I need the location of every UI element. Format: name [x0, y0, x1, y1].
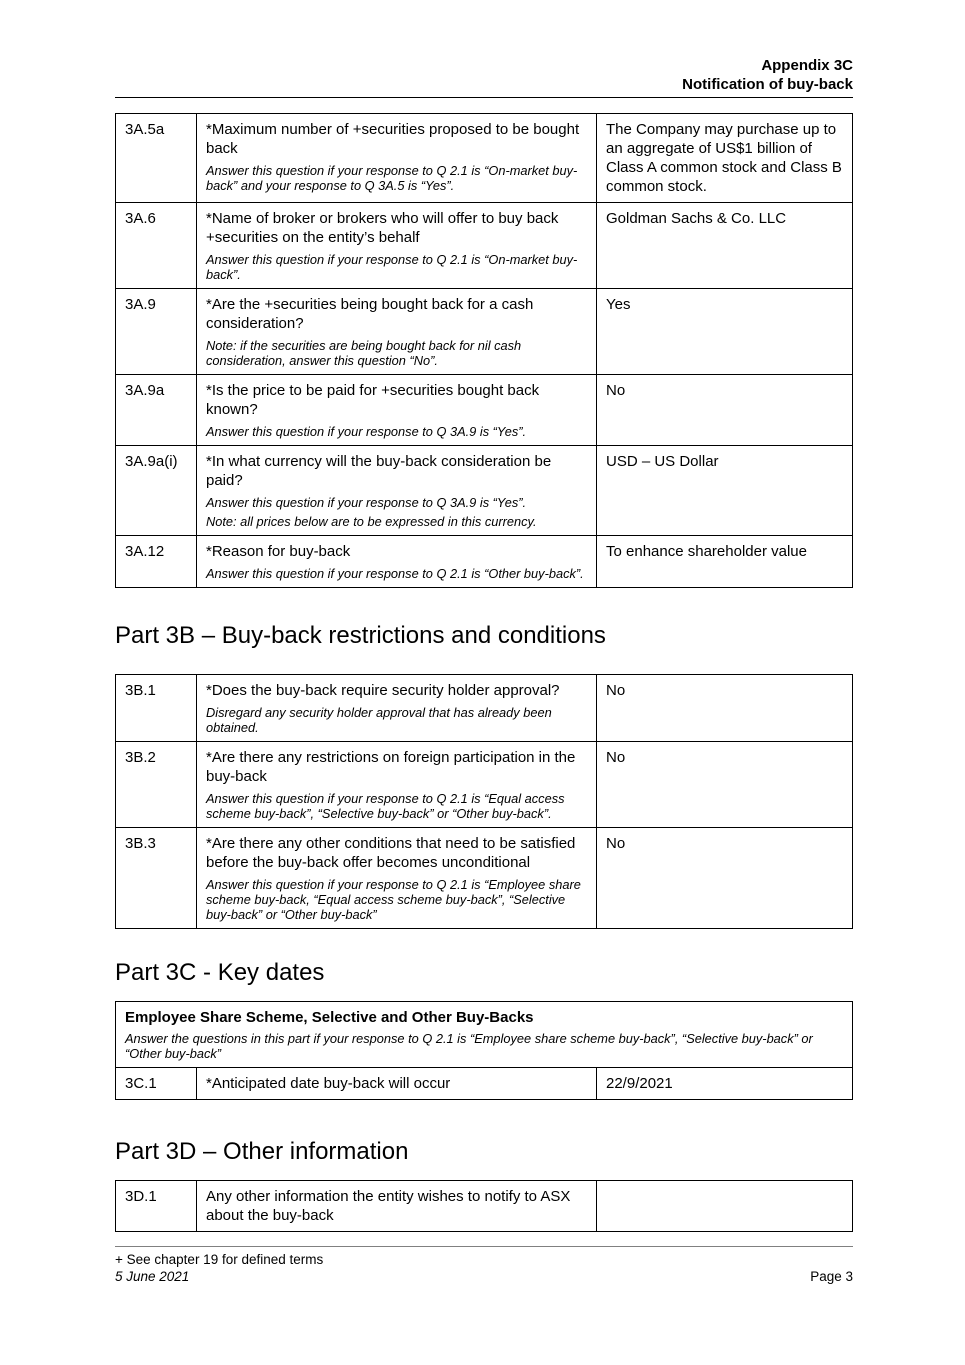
table-row — [116, 203, 853, 289]
question-cell — [197, 536, 597, 588]
answer-cell — [597, 1181, 853, 1232]
question-cell — [197, 446, 597, 536]
question-text: *Name of broker or brokers who will offer to buy back +securities on the entity’s behalf — [206, 210, 559, 246]
keydates-header-cell — [116, 1002, 853, 1068]
answer-cell: The Company may purchase up to an aggregate of US$1 billion of Class A common stock and Class B common stock. — [597, 114, 853, 203]
answer-cell: To enhance shareholder value — [597, 536, 853, 588]
part3b-table — [115, 674, 853, 929]
part3c-table — [115, 1001, 853, 1100]
table-row — [116, 446, 853, 536]
table-row — [116, 675, 853, 742]
table-row — [116, 375, 853, 446]
question-note: Answer this question if your response to Q 2.1 is “Equal access scheme buy-back”, “Selective buy-back” or “Other buy-back”. — [206, 791, 565, 821]
row-id-cell: 3B.2 — [116, 742, 197, 828]
table-row — [116, 742, 853, 828]
question-note: Answer this question if your response to Q 2.1 is “Employee share scheme buy-back, “Equal access scheme buy-back”, “Selective buy-back” or “Other buy-back” — [206, 877, 581, 922]
part3c-heading: Part 3C - Key dates — [115, 959, 325, 986]
keydates-note: Answer the questions in this part if your response to Q 2.1 is “Employee share scheme buy-back”, “Selective buy-back” or “Other buy-back” — [125, 1031, 813, 1061]
question-cell — [197, 1068, 597, 1100]
table-row — [116, 828, 853, 929]
table-row — [116, 289, 853, 375]
row-id-cell: 3C.1 — [116, 1068, 197, 1100]
header-title: Appendix 3C — [761, 57, 853, 74]
footer-page-number: Page 3 — [810, 1269, 853, 1284]
footer-line — [115, 1268, 853, 1285]
table-row — [116, 1068, 853, 1100]
question-note: Answer this question if your response to Q 3A.9 is “Yes”. — [206, 424, 527, 439]
question-cell — [197, 675, 597, 742]
document-footer — [115, 1246, 853, 1285]
question-note: Answer this question if your response to Q 2.1 is “On-market buy-back”. — [206, 252, 578, 282]
question-text: *Does the buy-back require security holder approval? — [206, 682, 560, 699]
row-id-cell: 3B.1 — [116, 675, 197, 742]
question-text: *Maximum number of +securities proposed to be bought back — [206, 121, 580, 157]
question-note: Disregard any security holder approval that has already been obtained. — [206, 705, 552, 735]
answer-cell: Goldman Sachs & Co. LLC — [597, 203, 853, 289]
answer-cell: USD – US Dollar — [597, 446, 853, 536]
part3d-table — [115, 1180, 853, 1232]
table-row — [116, 114, 853, 203]
header-rule — [115, 97, 853, 98]
answer-cell: No — [597, 375, 853, 446]
table-row — [116, 1181, 853, 1232]
question-text: *Are there any restrictions on foreign participation in the buy-back — [206, 749, 576, 785]
keydates-title: Employee Share Scheme, Selective and Other Buy-Backs — [125, 1009, 534, 1026]
row-id-cell: 3B.3 — [116, 828, 197, 929]
document-header — [115, 56, 853, 94]
row-id-cell: 3A.9a — [116, 375, 197, 446]
question-text: *Reason for buy-back — [206, 543, 351, 560]
question-text: *Is the price to be paid for +securities bought back known? — [206, 382, 540, 418]
row-id-cell: 3A.9a(i) — [116, 446, 197, 536]
footer-rule — [115, 1246, 853, 1247]
answer-cell: No — [597, 828, 853, 929]
question-text: *In what currency will the buy-back consideration be paid? — [206, 453, 552, 489]
row-id-cell: 3D.1 — [116, 1181, 197, 1232]
part3a-table — [115, 113, 853, 588]
question-cell — [197, 828, 597, 929]
question-cell — [197, 114, 597, 203]
question-text: *Are the +securities being bought back for a cash consideration? — [206, 296, 534, 332]
question-note: Answer this question if your response to Q 2.1 is “Other buy-back”. — [206, 566, 584, 581]
answer-cell: 22/9/2021 — [597, 1068, 853, 1100]
question-text: *Are there any other conditions that need to be satisfied before the buy-back offer becomes unconditional — [206, 835, 576, 871]
question-note: Answer this question if your response to Q 3A.9 is “Yes”. — [206, 495, 527, 510]
table-row — [116, 536, 853, 588]
question-cell — [197, 1181, 597, 1232]
answer-cell: No — [597, 675, 853, 742]
question-cell — [197, 742, 597, 828]
question-text: *Anticipated date buy-back will occur — [206, 1075, 451, 1092]
question-note: Note: all prices below are to be expressed in this currency. — [206, 514, 537, 529]
question-cell — [197, 375, 597, 446]
header-subtitle: Notification of buy-back — [682, 76, 853, 93]
footer-date: 5 June 2021 — [115, 1269, 190, 1284]
table-header-row — [116, 1002, 853, 1068]
answer-cell: No — [597, 742, 853, 828]
row-id-cell: 3A.9 — [116, 289, 197, 375]
row-id-cell: 3A.5a — [116, 114, 197, 203]
row-id-cell: 3A.6 — [116, 203, 197, 289]
question-note: Answer this question if your response to Q 2.1 is “On-market buy-back” and your response to Q 3A.5 is “Yes”. — [206, 163, 578, 193]
question-cell — [197, 289, 597, 375]
part3b-heading: Part 3B – Buy-back restrictions and conditions — [115, 622, 606, 649]
question-cell — [197, 203, 597, 289]
footer-defined-terms: + See chapter 19 for defined terms — [115, 1252, 324, 1267]
question-note: Note: if the securities are being bought back for nil cash consideration, answer this question “No”. — [206, 338, 522, 368]
part3d-heading: Part 3D – Other information — [115, 1138, 409, 1165]
question-text: Any other information the entity wishes to notify to ASX about the buy-back — [206, 1188, 571, 1224]
row-id-cell: 3A.12 — [116, 536, 197, 588]
answer-cell: Yes — [597, 289, 853, 375]
